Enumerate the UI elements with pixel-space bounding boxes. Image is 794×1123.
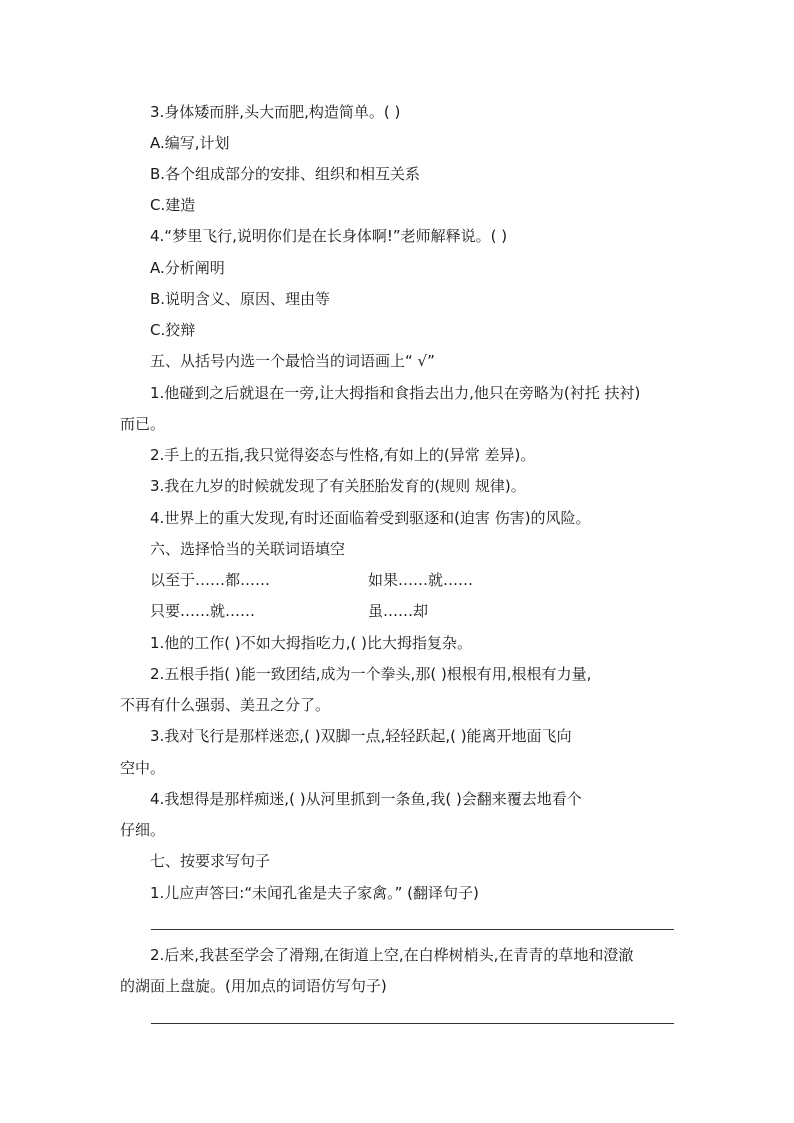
section-6-item-4: 4.我想得是那样痴迷,( )从河里抓到一条鱼,我( )会翻来覆去地看个 [150,790,582,808]
q4-stem: 4.“梦里飞行,说明你们是在长身体啊!”老师解释说。( ) [150,227,508,245]
section-5-title: 五、从括号内选一个最恰当的词语画上“ √” [150,352,435,370]
section-5-item-2: 2.手上的五指,我只觉得姿态与性格,有如上的(异常 差异)。 [150,446,536,464]
answer-line-2[interactable] [151,1023,674,1024]
q3-stem: 3.身体矮而胖,头大而肥,构造简单。( ) [150,103,401,121]
conj-option-4: 虽……却 [368,602,429,620]
section-6-item-4-cont: 仔细。 [120,821,166,839]
section-6-item-1: 1.他的工作( )不如大拇指吃力,( )比大拇指复杂。 [150,634,473,652]
q3-option-b: B.各个组成部分的安排、组织和相互关系 [150,165,421,183]
conj-option-1: 以至于……都…… [150,571,271,589]
answer-line-1[interactable] [151,929,674,930]
section-6-item-2: 2.五根手指( )能一致团结,成为一个拳头,那( )根根有用,根根有力量, [150,665,592,683]
q3-option-c: C.建造 [150,196,196,214]
q4-option-a: A.分析阐明 [150,259,225,277]
section-6-item-2-cont: 不再有什么强弱、美丑之分了。 [120,696,331,714]
section-7-title: 七、按要求写句子 [150,852,271,870]
q3-option-a: A.编写,计划 [150,134,230,152]
section-7-item-2-cont: 的湖面上盘旋。(用加点的词语仿写句子) [120,977,387,995]
section-5-item-3: 3.我在九岁的时候就发现了有关胚胎发育的(规则 规律)。 [150,477,526,495]
section-5-item-1: 1.他碰到之后就退在一旁,让大拇指和食指去出力,他只在旁略为(衬托 扶衬) [150,384,641,402]
section-7-item-2: 2.后来,我甚至学会了滑翔,在街道上空,在白桦树梢头,在青青的草地和澄澈 [150,946,634,964]
q4-option-b: B.说明含义、原因、理由等 [150,290,331,308]
section-5-item-4: 4.世界上的重大发现,有时还面临着受到驱逐和(迫害 伤害)的风险。 [150,509,591,527]
section-7-item-1: 1.儿应声答曰:“未闻孔雀是夫子家禽。” (翻译句子) [150,884,479,902]
conj-option-3: 只要……就…… [150,602,256,620]
q4-option-c: C.狡辩 [150,321,196,339]
conj-option-2: 如果……就…… [368,571,474,589]
section-6-item-3: 3.我对飞行是那样迷恋,( )双脚一点,轻轻跃起,( )能离开地面飞向 [150,727,572,745]
section-5-item-1-cont: 而已。 [120,415,166,433]
section-6-item-3-cont: 空中。 [120,759,166,777]
section-6-title: 六、选择恰当的关联词语填空 [150,540,346,558]
